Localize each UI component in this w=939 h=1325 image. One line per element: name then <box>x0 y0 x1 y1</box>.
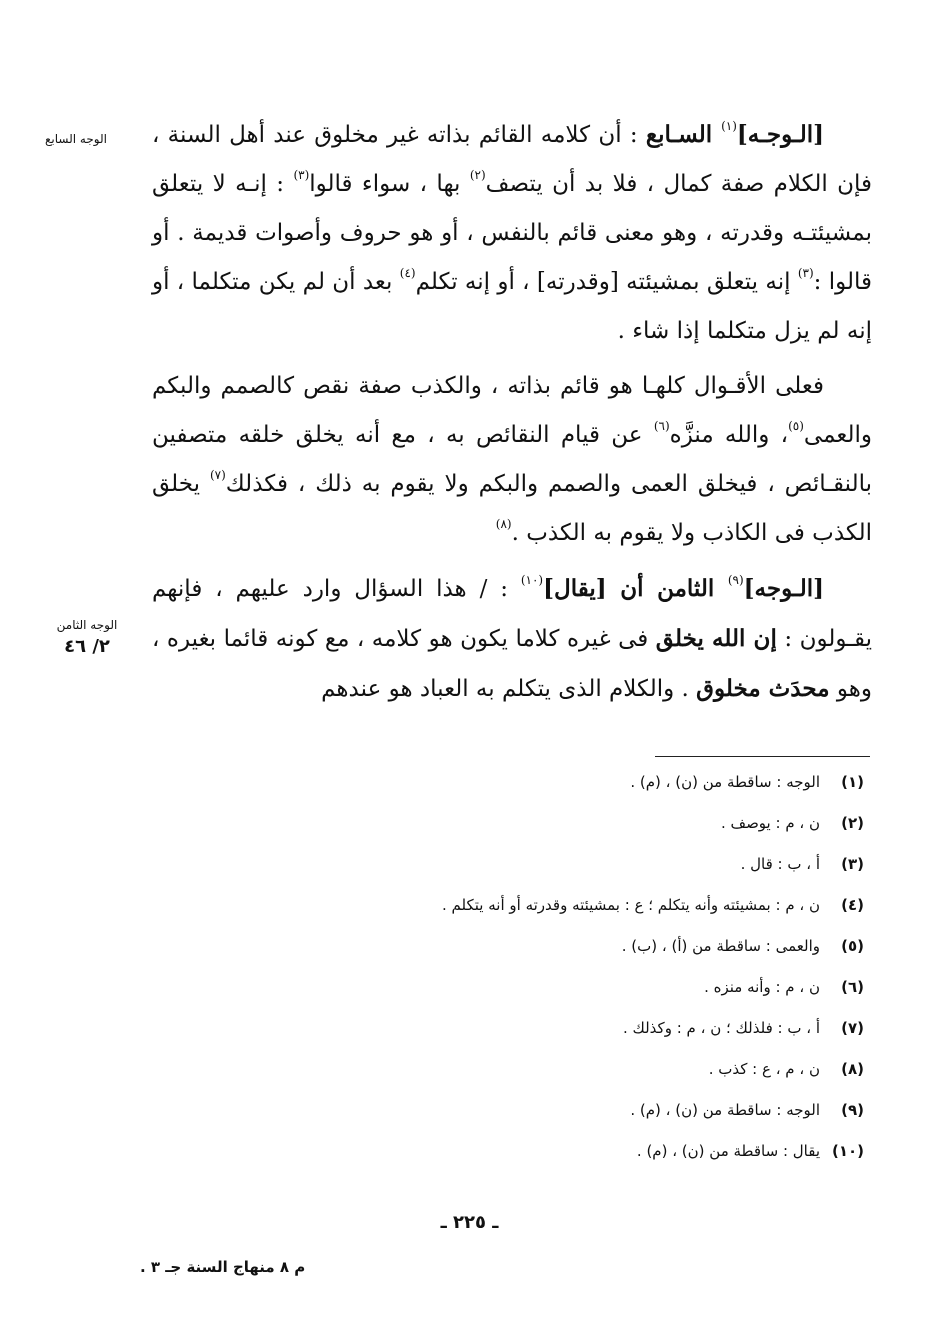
footnote-marker: (٦) <box>653 419 670 433</box>
footnote-marker: (٢) <box>469 168 486 182</box>
footnote-9: (٩)الوجه : ساقطة من (ن) ، (م) . <box>630 1101 864 1119</box>
footnote-10: (١٠)يقال : ساقطة من (ن) ، (م) . <box>636 1142 864 1160</box>
emphasized-text: إن الله يخلق <box>655 625 777 652</box>
footnote-marker: (٣) <box>797 266 814 280</box>
emphasized-text: الثامن أن [يقال] <box>543 575 728 602</box>
margin-note-eighth-label: الوجه الثامن <box>56 618 118 632</box>
printer-signature: م ٨ منهاج السنة جـ ٣ . <box>140 1258 306 1276</box>
footnote-marker: (٩) <box>727 573 744 587</box>
text-run: : / هذا السؤال وارد عليهم ، فإنهم يقـولون : <box>152 576 873 652</box>
text-run: : إنـه لا يتعلق بمشيئتـه وقدرته ، وهو معنى قائم بالنفس ، أو هو حروف وأصوات قديمة . أو قالوا : <box>152 171 872 295</box>
margin-note-eighth-ref: ٢/ ٤٦ <box>64 636 110 657</box>
text-run: ، والله منزَّه <box>669 422 789 448</box>
text-run: فى غيره كلاما يكون هو كلامه ، مع كونه قائما بغيره ، وهو <box>152 626 872 702</box>
footnote-3: (٣)أ ، ب : قال . <box>740 855 864 873</box>
text-run: عن قيام النقائص به ، مع أنه يخلق خلقه متصفين بالنقـائص ، فيخلق العمى والصمم والبكم ولا يقوم به ذلك ، فكذلك <box>152 422 872 497</box>
footnote-marker: (٥) <box>788 419 804 433</box>
footnote-4: (٤)ن ، م : بمشيئته وأنه يتكلم ؛ ع : بمشيئته وقدرته أو أنه يتكلم . <box>442 896 864 914</box>
text-run: بها ، سواء قالوا <box>309 171 470 197</box>
footnotes <box>144 762 864 1172</box>
emphasized-text: السـابع <box>645 121 722 148</box>
footnote-1: (١)الوجه : ساقطة من (ن) ، (م) . <box>630 773 864 791</box>
text-run: يخلق الكذب فى الكاذب ولا يقوم به الكذب . <box>152 471 872 546</box>
main-text <box>152 110 872 714</box>
footnote-marker: (٧) <box>209 468 226 482</box>
paragraph-seventh-aspect <box>152 110 872 356</box>
footnote-marker: (١٠) <box>520 573 544 587</box>
text-run: إنه يتعلق بمشيئته [وقدرته] ، أو إنه تكلم <box>415 269 798 295</box>
footnote-marker: (٣) <box>293 168 310 182</box>
emphasized-text: [الـوجه] <box>743 575 824 602</box>
footnote-6: (٦)ن ، م : وأنه منزه . <box>704 978 864 996</box>
footnote-marker: (١) <box>721 119 737 133</box>
emphasized-text: محدَث مخلوق <box>696 675 830 702</box>
text-run: . والكلام الذى يتكلم به العباد هو عندهم <box>321 676 697 702</box>
paragraph-all-sayings <box>152 362 872 558</box>
footnote-8: (٨)ن ، م ، ع : كذب . <box>708 1060 864 1078</box>
paragraph-eighth-aspect <box>152 564 872 714</box>
footnote-marker: (٨) <box>495 517 512 531</box>
footnote-marker: (٤) <box>399 266 416 280</box>
margin-note-seventh-label: الوجه السابع <box>45 132 107 146</box>
page-number: ـ ٢٢٥ ـ <box>440 1212 499 1233</box>
footnote-2: (٢)ن ، م : يوصف . <box>721 814 864 832</box>
text-run: بعد أن لم يكن متكلما ، أو إنه لم يزل متكلما إذا شاء . <box>151 269 872 344</box>
emphasized-text: [الـوجـه] <box>736 121 824 148</box>
footnote-7: (٧)أ ، ب : فلذلك ؛ ن ، م : وكذلك . <box>622 1019 864 1037</box>
margin-note-eighth <box>44 614 130 658</box>
text-run: فعلى الأقـوال كلهـا هو قائم بذاته ، والكذب صفة نقص كالصمم والبكم والعمى <box>152 373 872 448</box>
footnote-separator <box>655 756 870 757</box>
text-run: : أن كلامه القائم بذاته غير مخلوق عند أهل السنة ، فإن الكلام صفة كمال ، فلا بد أن يتصف <box>152 122 872 197</box>
margin-note-seventh <box>28 128 124 150</box>
footnote-5: (٥)والعمى : ساقطة من (أ) ، (ب) . <box>621 937 864 955</box>
